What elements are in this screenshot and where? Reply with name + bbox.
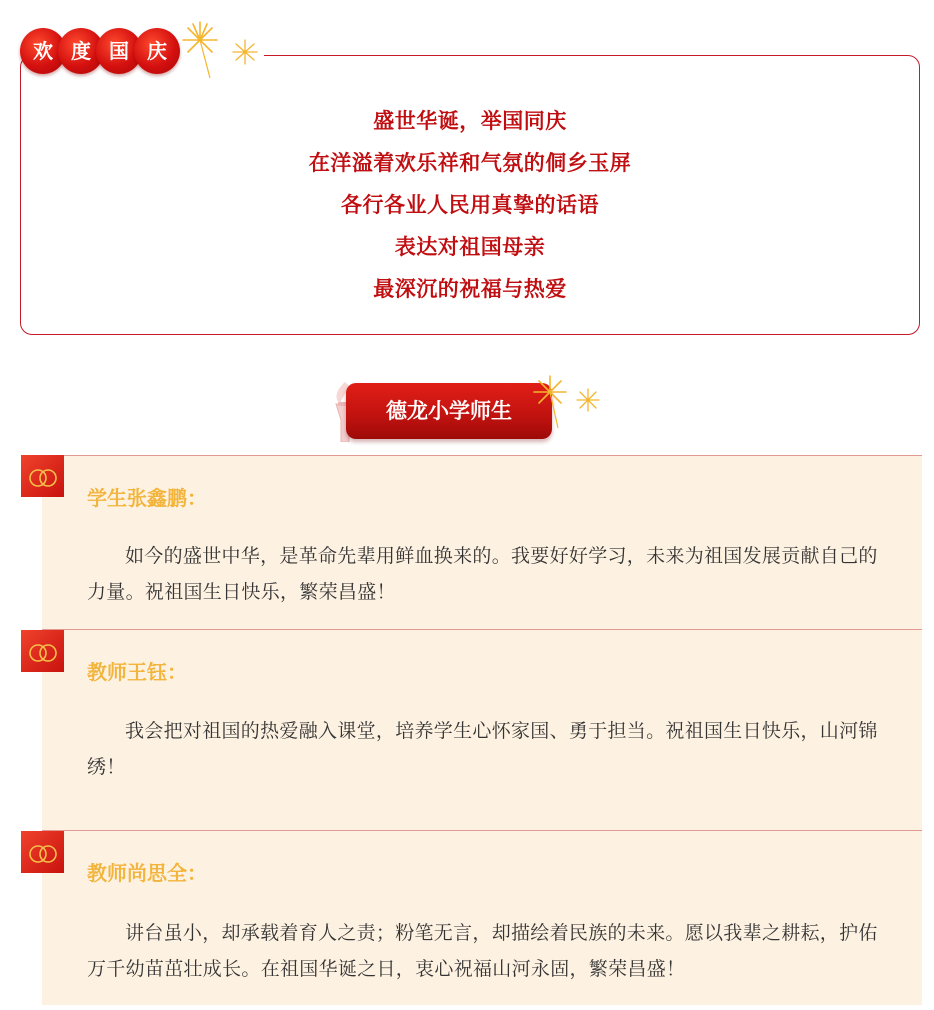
message-tab — [21, 630, 64, 672]
intro-line: 表达对祖国母亲 — [394, 235, 546, 259]
intro-line: 最深沉的祝福与热爱 — [373, 277, 567, 301]
rings-icon — [21, 630, 64, 672]
firework-icon — [528, 372, 608, 430]
intro-text — [20, 100, 920, 310]
intro-line: 各行各业人民用真挚的话语 — [341, 193, 599, 217]
celebration-badge — [20, 28, 280, 78]
rings-icon — [21, 831, 64, 873]
message-author: 教师尚思全： — [87, 861, 207, 885]
message-author: 教师王钰： — [87, 660, 187, 684]
message-text: 讲台虽小，却承载着育人之责；粉笔无言，却描绘着民族的未来。愿以我辈之耕耘，护佑万千幼苗茁壮成长。在祖国华诞之日，衷心祝福山河永固，繁荣昌盛！ — [87, 922, 878, 980]
section-header — [318, 380, 618, 445]
intro-line: 盛世华诞，举国同庆 — [373, 109, 567, 133]
firework-icon — [170, 18, 265, 80]
section-title: 德龙小学师生 — [346, 383, 552, 439]
badge-char-1: 欢 — [20, 28, 66, 74]
message-text: 如今的盛世中华，是革命先辈用鲜血换来的。我要好好学习，未来为祖国发展贡献自己的力量。祝祖国生日快乐，繁荣昌盛！ — [87, 545, 878, 603]
intro-line: 在洋溢着欢乐祥和气氛的侗乡玉屏 — [308, 151, 632, 175]
message-tab — [21, 831, 64, 873]
badge-char-3: 国 — [96, 28, 142, 74]
message-tab — [21, 455, 64, 497]
divider — [42, 455, 922, 456]
badge-char-4: 庆 — [134, 28, 180, 74]
rings-icon — [21, 455, 64, 497]
divider — [42, 830, 922, 831]
message-author: 学生张鑫鹏： — [87, 486, 207, 510]
message-text: 我会把对祖国的热爱融入课堂，培养学生心怀家国、勇于担当。祝祖国生日快乐，山河锦绣！ — [87, 720, 878, 778]
divider — [42, 629, 922, 630]
badge-char-2: 度 — [58, 28, 104, 74]
